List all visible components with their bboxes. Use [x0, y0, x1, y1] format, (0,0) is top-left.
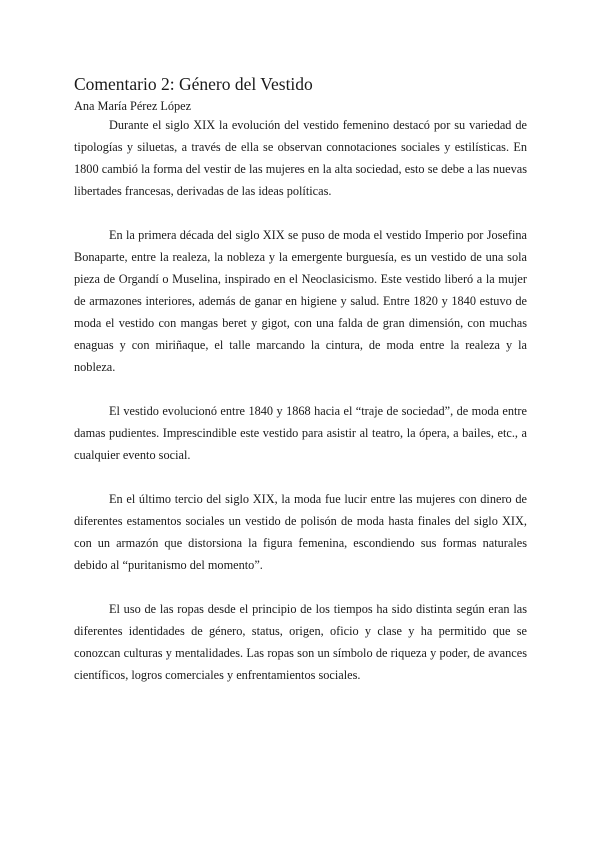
document-page: [74, 72, 527, 686]
paragraph-polison: En el último tercio del siglo XIX, la moda fue lucir entre las mujeres con dinero de diferentes estamentos sociales un vestido de polisón de moda hasta finales del siglo XIX, con un armazón que distorsiona la figura femenina, escondiendo sus formas naturales debido al “puritanismo del momento”.: [74, 492, 527, 572]
paragraph-conclusion: El uso de las ropas desde el principio de los tiempos ha sido distinta según eran las diferentes identidades de género, status, origen, oficio y clase y ha permitido que se conozcan culturas y mentalidades. Las ropas son un símbolo de riqueza y poder, de avances científicos, logros comerciales y enfrentamientos sociales.: [74, 602, 527, 682]
paragraph-intro: Durante el siglo XIX la evolución del vestido femenino destacó por su variedad de tipologías y siluetas, a través de ella se observan connotaciones sociales y estilísticas. En 1800 cambió la forma del vestir de las mujeres en la alta sociedad, esto se debe a las nuevas libertades francesas, derivadas de las ideas políticas.: [74, 118, 527, 198]
document-author: Ana María Pérez López: [74, 99, 192, 113]
paragraph-traje-sociedad: El vestido evolucionó entre 1840 y 1868 hacia el “traje de sociedad”, de moda entre damas pudientes. Imprescindible este vestido para asistir al teatro, la ópera, a bailes, etc., a cualquier evento social.: [74, 404, 527, 462]
document-title: Comentario 2: Género del Vestido: [74, 74, 313, 94]
paragraph-imperio: En la primera década del siglo XIX se puso de moda el vestido Imperio por Josefina Bonaparte, entre la realeza, la nobleza y la emergente burguesía, es un vestido de una sola pieza de Organdí o Muselina, inspirado en el Neoclasicismo. Este vestido liberó a la mujer de armazones interiores, además de ganar en higiene y salud. Entre 1820 y 1840 estuvo de moda el vestido con mangas beret y gigot, con una falda de gran dimensión, con muchas enaguas y con miriñaque, el talle marcando la cintura, de moda entre la realeza y la nobleza.: [74, 228, 527, 374]
